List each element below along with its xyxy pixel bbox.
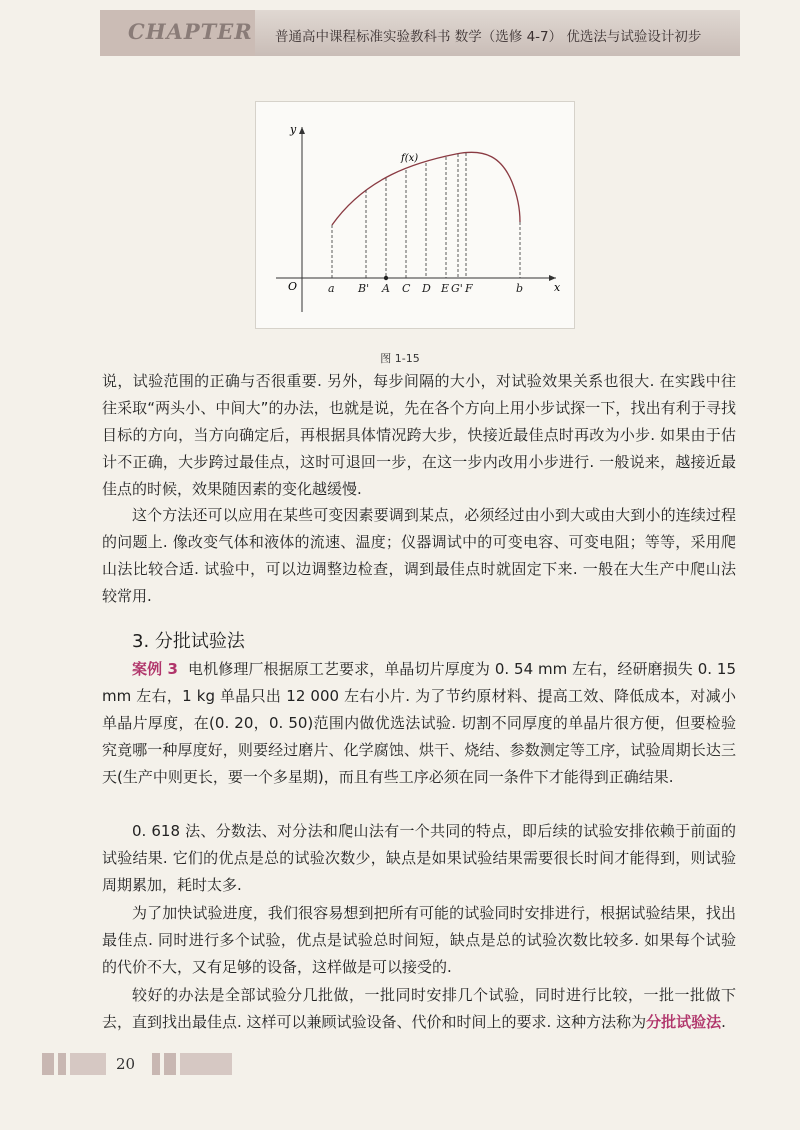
footer-bar-1 [42, 1053, 54, 1075]
footer-bar-6 [180, 1053, 232, 1075]
paragraph-5-text: 较好的办法是全部试验分几批做，一批同时安排几个试验，同时进行比较，一批一批做下去，直到找出最佳点. 这样可以兼顾试验设备、代价和时间上的要求. 这种方法称为 [102, 986, 736, 1031]
label-d: D [422, 282, 431, 295]
footer-bar-2 [58, 1053, 66, 1075]
footer-bar-4 [152, 1053, 160, 1075]
label-g-prime: G' [451, 282, 463, 295]
curve-diagram [256, 102, 574, 328]
y-axis-label: y [290, 123, 297, 136]
page-header [100, 10, 740, 56]
page-number: 20 [116, 1055, 136, 1073]
origin-label: O [288, 280, 298, 293]
label-b-prime: B' [358, 282, 370, 295]
label-b: b [516, 282, 524, 295]
paragraph-2: 这个方法还可以应用在某些可变因素要调到某点，必须经过由小到大或由大到小的连续过程的问题上. 像改变气体和液体的流速、温度；仪器调试中的可变电容、可变电阻；等等，采用爬山法比较合适. 试验中，可以边调整边检查，调到最佳点时就固定下来. 一般在大生产中爬山法较常用. [102, 506, 736, 605]
x-axis-label: x [554, 281, 561, 294]
paragraph-5 [102, 982, 736, 1036]
label-f: F [465, 282, 473, 295]
point-a-dot [384, 276, 388, 280]
paragraph-5-end: . [721, 1013, 726, 1031]
paragraph-4: 为了加快试验进度，我们很容易想到把所有可能的试验同时安排进行，根据试验结果，找出最佳点. 同时进行多个试验，优点是试验总时间短，缺点是总的试验次数比较多. 如果每个试验的代价不大，又有足够的设备，这样做是可以接受的. [102, 904, 736, 976]
label-e: E [441, 282, 450, 295]
case-label: 案例 3 [132, 660, 178, 678]
curve-label: f(x) [401, 153, 419, 164]
book-title: 普通高中课程标准实验教科书 数学（选修 4-7） 优选法与试验设计初步 [275, 29, 702, 45]
chapter-tab [100, 10, 255, 56]
footer-bar-5 [164, 1053, 176, 1075]
label-a-point: A [382, 282, 390, 295]
footer-bar-3 [70, 1053, 106, 1075]
label-c: C [402, 282, 411, 295]
paragraph-3: 0. 618 法、分数法、对分法和爬山法有一个共同的特点，即后续的试验安排依赖于前面的试验结果. 它们的优点是总的试验次数少，缺点是如果试验结果需要很长时间才能得到，则试验周期累加，耗时太多. [102, 822, 736, 894]
case-3-paragraph [102, 656, 736, 791]
chapter-label: CHAPTER [128, 19, 253, 44]
key-term: 分批试验法 [646, 1013, 722, 1031]
y-axis-arrow [299, 127, 305, 134]
label-a: a [328, 282, 335, 295]
case-text: 电机修理厂根据原工艺要求，单晶切片厚度为 0. 54 mm 左右，经研磨损失 0. 15 mm 左右，1 kg 单晶只出 12 000 左右小片. 为了节约原材料、提高工效、降低成本，对减小单晶片厚度，在(0. 20，0. 50)范围内做优选法试验. 切割不同厚度的单晶片很方便，但要检验究竟哪一种厚度好，则要经过磨片、化学腐蚀、烘干、烧结、参数测定等工序，试验周期长达三天(生产中则更长，要一个多星期)，而且有些工序必须在同一条件下才能得到正确结果. [102, 660, 736, 786]
figure-caption: 图 1-15 [380, 352, 420, 365]
section-title: 3. 分批试验法 [132, 631, 245, 652]
figure-1-15 [255, 101, 575, 329]
paragraph-1: 说，试验范围的正确与否很重要. 另外，每步间隔的大小，对试验效果关系也很大. 在实践中往往采取“两头小、中间大”的办法，也就是说，先在各个方向上用小步试探一下，找出有利于寻找目标的方向，当方向确定后，再根据具体情况跨大步，快接近最佳点时再改为小步. 如果由于估计不正确，大步跨过最佳点，这时可退回一步，在这一步内改用小步进行. 一般说来，越接近最佳点的时候，效果随因素的变化越缓慢. [102, 372, 736, 498]
dashed-guides [332, 153, 520, 278]
